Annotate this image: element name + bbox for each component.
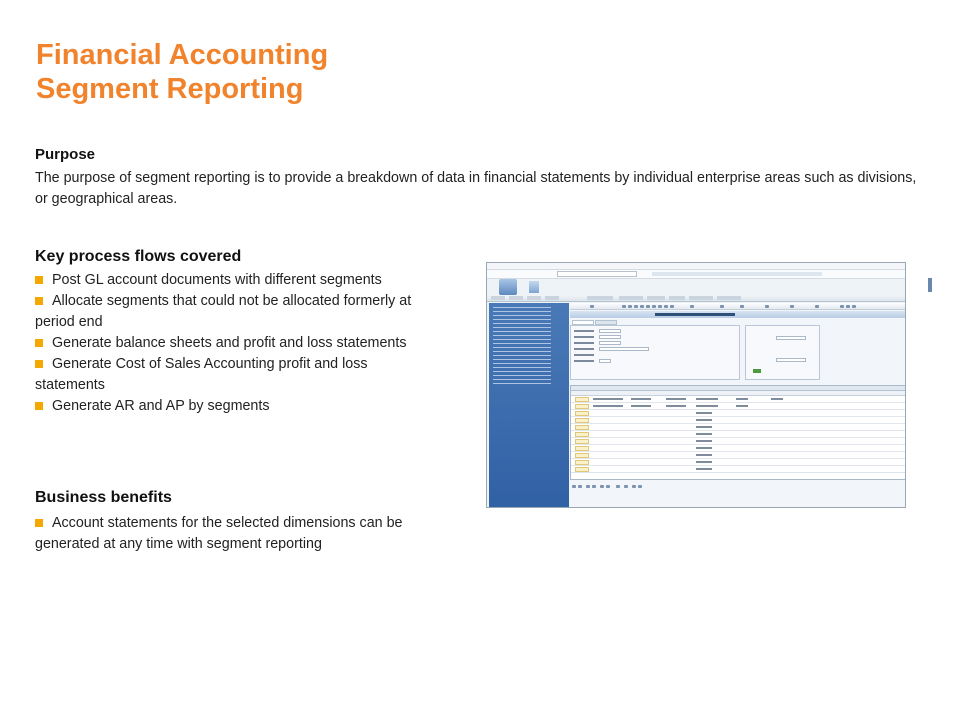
screenshot-document-title bbox=[655, 313, 735, 316]
screenshot-sidebar bbox=[489, 303, 569, 508]
screenshot-menubar bbox=[487, 263, 905, 270]
screenshot-navigate-box bbox=[557, 271, 637, 277]
screenshot-document-bar bbox=[570, 311, 906, 318]
list-item: Generate AR and AP by segments bbox=[35, 396, 430, 417]
title-line-1: Financial Accounting bbox=[36, 39, 329, 71]
business-benefits-list bbox=[35, 513, 430, 555]
bullet-icon bbox=[35, 276, 43, 284]
screenshot-app-icon bbox=[529, 281, 539, 293]
screenshot-items-grid bbox=[570, 385, 906, 480]
title-line-2: Segment Reporting bbox=[36, 73, 304, 105]
business-benefits-heading: Business benefits bbox=[35, 489, 172, 506]
screenshot-tabs bbox=[487, 295, 906, 302]
screenshot-main bbox=[570, 303, 906, 508]
screenshot-edge-handle bbox=[928, 278, 932, 292]
key-process-list bbox=[35, 270, 430, 417]
list-item: Allocate segments that could not be allocated formerly at period end bbox=[35, 293, 412, 330]
bullet-icon bbox=[35, 360, 43, 368]
screenshot-breadcrumb bbox=[652, 272, 822, 276]
screenshot-grid-toolbar bbox=[570, 483, 906, 489]
sap-screenshot bbox=[486, 262, 906, 508]
page-title bbox=[36, 38, 328, 106]
purpose-text: The purpose of segment reporting is to provide a breakdown of data in financial statements by individual enterprise areas such as divisions, or geographical areas. bbox=[35, 170, 917, 207]
screenshot-toolbar bbox=[570, 303, 906, 310]
list-item: Account statements for the selected dimensions can be generated at any time with segment reporting bbox=[35, 515, 403, 552]
bullet-icon bbox=[35, 339, 43, 347]
purpose-heading: Purpose bbox=[35, 146, 96, 163]
list-item: Generate balance sheets and profit and loss statements bbox=[35, 333, 430, 354]
key-process-heading: Key process flows covered bbox=[35, 248, 242, 265]
screenshot-header-form bbox=[570, 325, 740, 380]
bullet-icon bbox=[35, 519, 43, 527]
bullet-icon bbox=[35, 297, 43, 305]
bullet-icon bbox=[35, 402, 43, 410]
screenshot-status-icon bbox=[753, 369, 761, 373]
screenshot-navbar bbox=[487, 270, 906, 279]
list-item: Generate Cost of Sales Accounting profit and loss statements bbox=[35, 356, 368, 393]
list-item: Post GL account documents with different segments bbox=[35, 270, 430, 291]
screenshot-logo-icon bbox=[499, 279, 517, 295]
